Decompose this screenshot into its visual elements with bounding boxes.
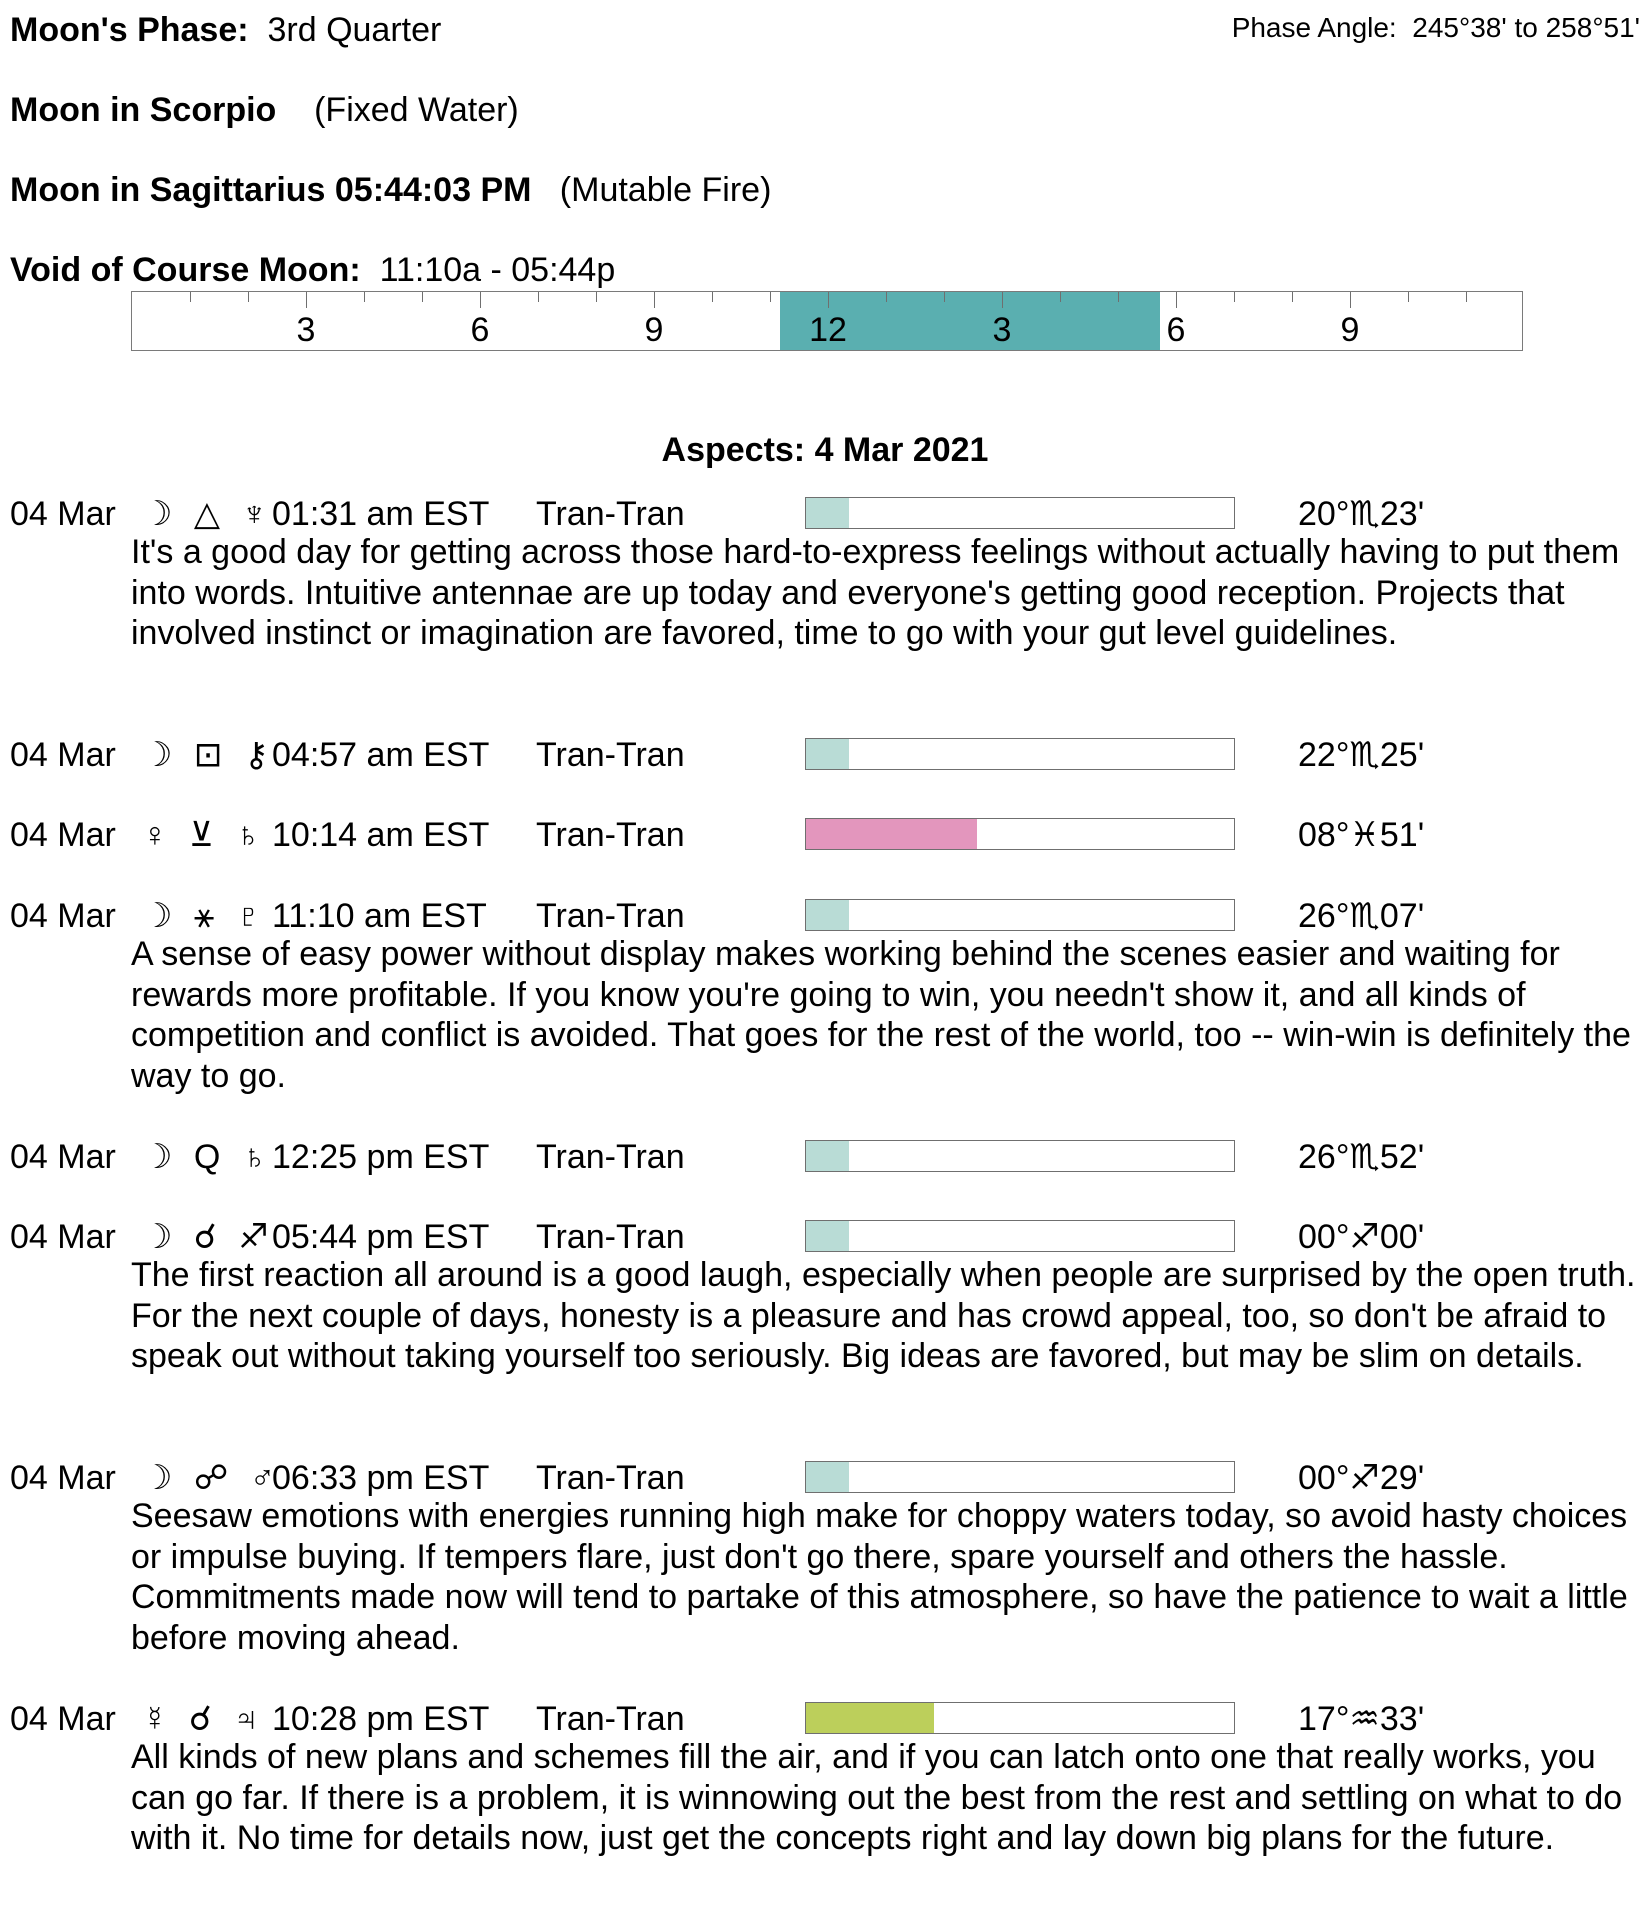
- aspect-time: 12:25 pm EST: [272, 1138, 490, 1176]
- timeline-tick: [1292, 292, 1293, 302]
- aspect-degree: 00°♐00': [1298, 1218, 1425, 1256]
- timeline-tick: [1176, 292, 1177, 308]
- aspect-date: 04 Mar: [10, 1218, 116, 1256]
- aspect-date: 04 Mar: [10, 816, 116, 854]
- moon-phase-line: [10, 10, 441, 50]
- phase-angle-line: [1232, 11, 1640, 45]
- aspect-description: It's a good day for getting across those hard-to-express feelings without actually having to put them into words. Intuitive antennae are up today and everyone's getting good reception. Projects that involved instinct or imagination are favored, time to go with your gut level guidelines.: [131, 533, 1620, 652]
- aspect-type: Tran-Tran: [536, 816, 685, 854]
- aspect-date: 04 Mar: [10, 736, 116, 774]
- timeline-label-6pm: 6: [1166, 311, 1186, 349]
- aspect-row: [0, 734, 1650, 776]
- aspect-symbols: ☿ ☌ ♃: [142, 1700, 265, 1738]
- aspect-strength-bar: [805, 738, 1235, 770]
- aspect-type: Tran-Tran: [536, 736, 685, 774]
- aspect-row: [0, 814, 1650, 856]
- timeline-tick: [886, 292, 887, 302]
- aspect-date: 04 Mar: [10, 897, 116, 935]
- aspect-row: [0, 895, 1650, 937]
- timeline-tick: [248, 292, 249, 302]
- phase-angle-value: 245°38' to 258°51': [1412, 12, 1640, 43]
- aspect-row: [0, 1698, 1650, 1740]
- timeline-tick: [1234, 292, 1235, 302]
- voc-value: 11:10a - 05:44p: [379, 251, 616, 289]
- aspect-date: 04 Mar: [10, 1459, 116, 1497]
- timeline-label-9pm: 9: [1340, 311, 1360, 349]
- aspect-time: 11:10 am EST: [272, 897, 487, 935]
- aspect-symbols: ☽ Q ♄: [142, 1138, 274, 1176]
- aspect-strength-fill: [806, 900, 849, 930]
- moon-ingress-line: [10, 170, 771, 210]
- aspect-time: 01:31 am EST: [272, 495, 490, 533]
- timeline-tick: [712, 292, 713, 302]
- aspect-description: The first reaction all around is a good laugh, especially when people are surprised by the open truth. For the next couple of days, honesty is a pleasure and has crowd appeal, too, so don't be afraid to speak out without taking yourself too seriously. Big ideas are favored, but may be slim on details.: [131, 1256, 1636, 1375]
- aspect-strength-fill: [806, 1703, 934, 1733]
- aspect-strength-bar: [805, 1140, 1235, 1172]
- voc-label: Void of Course Moon:: [10, 251, 361, 289]
- moon-sign-line: [10, 90, 519, 130]
- aspect-degree: 00°♐29': [1298, 1459, 1425, 1497]
- aspect-type: Tran-Tran: [536, 1700, 685, 1738]
- timeline-tick: [1350, 292, 1351, 308]
- aspect-strength-fill: [806, 739, 849, 769]
- timeline-tick: [944, 292, 945, 302]
- aspect-type: Tran-Tran: [536, 1459, 685, 1497]
- aspect-symbols: ♀ ⊻ ♄: [142, 816, 267, 854]
- aspect-row: [0, 493, 1650, 535]
- moon-phase-label: Moon's Phase:: [10, 11, 249, 49]
- aspect-time: 05:44 pm EST: [272, 1218, 490, 1256]
- timeline-tick: [596, 292, 597, 302]
- aspect-degree: 26°♏07': [1298, 897, 1425, 935]
- timeline-tick: [1002, 292, 1003, 308]
- timeline-tick: [770, 292, 771, 302]
- aspect-strength-fill: [806, 1141, 849, 1171]
- timeline-label-12pm: 12: [809, 311, 847, 349]
- void-of-course-line: [10, 250, 615, 290]
- aspect-degree: 26°♏52': [1298, 1138, 1425, 1176]
- aspect-type: Tran-Tran: [536, 1218, 685, 1256]
- timeline-label-3pm: 3: [992, 311, 1012, 349]
- aspect-degree: 22°♏25': [1298, 736, 1425, 774]
- aspect-time: 06:33 pm EST: [272, 1459, 490, 1497]
- aspect-time: 10:14 am EST: [272, 816, 490, 854]
- aspect-date: 04 Mar: [10, 1138, 116, 1176]
- aspect-time: 04:57 am EST: [272, 736, 490, 774]
- moon-ingress-label: Moon in Sagittarius 05:44:03 PM: [10, 171, 532, 209]
- aspect-strength-bar: [805, 899, 1235, 931]
- aspect-strength-fill: [806, 498, 849, 528]
- moon-sign-label: Moon in Scorpio: [10, 91, 277, 129]
- void-of-course-timeline: [131, 291, 1523, 351]
- aspect-strength-bar: [805, 1461, 1235, 1493]
- timeline-tick: [538, 292, 539, 302]
- phase-angle-label: Phase Angle:: [1231, 12, 1397, 43]
- timeline-label-3am: 3: [296, 311, 316, 349]
- aspect-strength-fill: [806, 819, 977, 849]
- timeline-tick: [364, 292, 365, 302]
- aspect-symbols: ☽ ☍ ♂: [142, 1459, 282, 1497]
- aspect-row: [0, 1216, 1650, 1258]
- timeline-tick: [306, 292, 307, 308]
- timeline-tick: [480, 292, 481, 308]
- timeline-tick: [1466, 292, 1467, 302]
- timeline-tick: [654, 292, 655, 308]
- aspect-date: 04 Mar: [10, 495, 116, 533]
- aspect-strength-bar: [805, 1702, 1235, 1734]
- timeline-tick: [1118, 292, 1119, 302]
- aspect-degree: 08°♓51': [1298, 816, 1425, 854]
- aspect-symbols: ☽ △ ♆: [142, 495, 274, 533]
- aspect-time: 10:28 pm EST: [272, 1700, 490, 1738]
- aspect-date: 04 Mar: [10, 1700, 116, 1738]
- aspect-type: Tran-Tran: [536, 897, 685, 935]
- aspect-degree: 20°♏23': [1298, 495, 1425, 533]
- timeline-label-6am: 6: [470, 311, 490, 349]
- aspect-description: A sense of easy power without display makes working behind the scenes easier and waiting for rewards more profitable. If you know you're going to win, you needn't show it, and all kinds of competition and conflict is avoided. That goes for the rest of the world, too -- win-win is definitely the way to go.: [131, 935, 1631, 1095]
- aspect-symbols: ☽ ⊡ ⚷: [142, 736, 275, 774]
- aspect-strength-bar: [805, 1220, 1235, 1252]
- moon-sign-quality: (Fixed Water): [314, 91, 519, 129]
- aspect-type: Tran-Tran: [536, 495, 685, 533]
- aspect-type: Tran-Tran: [536, 1138, 685, 1176]
- aspect-description: All kinds of new plans and schemes fill the air, and if you can latch onto one that really works, you can go far. If there is a problem, it is winnowing out the best from the rest and settling on what to do with it. No time for details now, just get the concepts right and lay down big plans for the future.: [131, 1738, 1623, 1857]
- moon-ingress-quality: (Mutable Fire): [559, 171, 772, 209]
- aspect-description: Seesaw emotions with energies running high make for choppy waters today, so avoid hasty choices or impulse buying. If tempers flare, just don't go there, spare yourself and others the hassle. Commitments made now will tend to partake of this atmosphere, so have the patience to wait a little before moving ahead.: [131, 1497, 1628, 1657]
- aspect-symbols: ☽ ☌ ♐: [142, 1218, 275, 1256]
- timeline-tick: [422, 292, 423, 302]
- aspect-strength-fill: [806, 1221, 849, 1251]
- aspects-title: Aspects: 4 Mar 2021: [661, 431, 989, 469]
- timeline-tick: [190, 292, 191, 302]
- aspect-symbols: ☽ ⚹ ♇: [142, 897, 268, 935]
- timeline-label-9am: 9: [644, 311, 664, 349]
- aspect-row: [0, 1136, 1650, 1178]
- aspect-strength-bar: [805, 818, 1235, 850]
- aspect-strength-bar: [805, 497, 1235, 529]
- timeline-tick: [1060, 292, 1061, 302]
- aspect-row: [0, 1457, 1650, 1499]
- aspect-strength-fill: [806, 1462, 849, 1492]
- moon-phase-value: 3rd Quarter: [267, 11, 442, 49]
- aspect-degree: 17°♒33': [1298, 1700, 1425, 1738]
- timeline-tick: [828, 292, 829, 308]
- timeline-tick: [1408, 292, 1409, 302]
